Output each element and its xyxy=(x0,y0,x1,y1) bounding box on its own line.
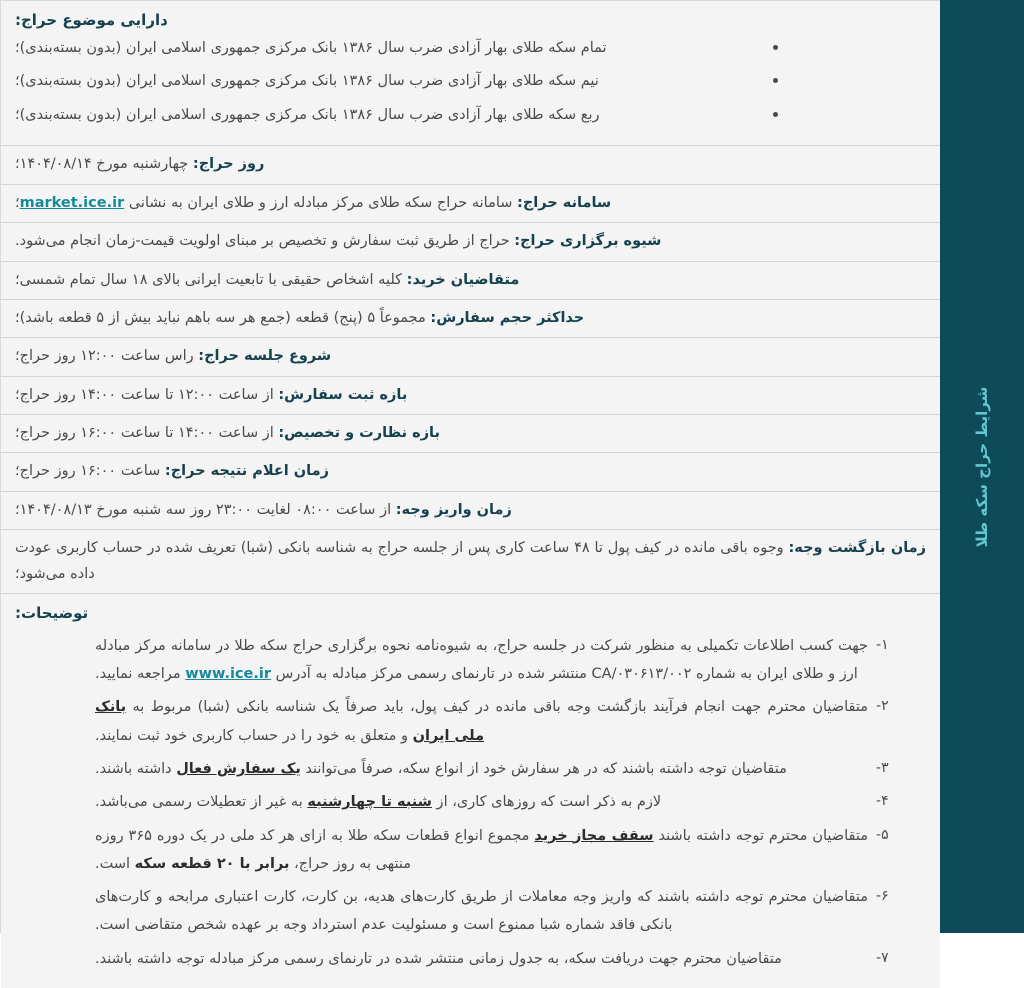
asset-list-item xyxy=(15,70,926,92)
note-number: ۴- xyxy=(876,793,889,810)
asset-list-item-label: نیم سکه طلای بهار آزادی ضرب سال ۱۳۸۶ بانک مرکزی جمهوری اسلامی ایران (بدون بسته‌بندی)؛ xyxy=(15,73,599,90)
ice-website-link[interactable]: www.ice.ir xyxy=(185,666,272,683)
note-text: متقاضیان محترم جهت انجام فرآیند بازگشت وجه باقی مانده در کیف پول، باید صرفاً یک شناسه بانکی (شبا) مربوط به xyxy=(126,699,868,716)
terms-row-value: از ساعت ۱۴:۰۰ تا ساعت ۱۶:۰۰ روز حراج؛ xyxy=(15,425,274,442)
asset-list-item xyxy=(15,37,926,59)
bullet-dot-icon xyxy=(773,112,778,117)
asset-title: دارایی موضوع حراج: xyxy=(15,11,168,29)
note-text: لازم به ذکر است که روزهای کاری، از xyxy=(431,794,662,811)
terms-row-value: حراج از طریق ثبت سفارش و تخصیص بر مبنای اولویت قیمت-زمان انجام می‌شود. xyxy=(15,233,510,250)
note-emphasis-plain: برابر با ۲۰ قطعه سکه xyxy=(134,855,290,872)
note-text: متقاضیان محترم جهت دریافت سکه، به جدول زمانی منتشر شده در تارنمای رسمی مرکز مبادله توجه داشته باشند. xyxy=(95,950,782,967)
note-text: مجموع انواع قطعات سکه طلا به ازای هر کد ملی در یک دوره ۳۶۵ روزه منتهی به روز حراج، xyxy=(95,827,535,872)
note-text: و متعلق به خود را در حساب کاربری خود ثبت نمایند. xyxy=(95,727,413,744)
note-text: مراجعه نمایید. xyxy=(95,666,186,683)
terms-row-value: مجموعاً ۵ (پنج) قطعه (جمع هر سه باهم نباید بیش از ۵ قطعه باشد)؛ xyxy=(15,309,426,326)
auction-system-link[interactable]: market.ice.ir xyxy=(19,194,125,211)
note-number: ۶- xyxy=(876,888,889,905)
side-band-label: شرایط حراج سکه طلا xyxy=(973,386,991,547)
note-text: است. xyxy=(95,855,135,872)
terms-row-value: از ساعت ۰۸:۰۰ لغایت ۲۳:۰۰ روز سه شنبه مورخ ۱۴۰۴/۰۸/۱۳؛ xyxy=(15,501,392,518)
terms-row xyxy=(1,262,940,300)
note-number: ۲- xyxy=(876,698,889,715)
terms-row-label: حداکثر حجم سفارش: xyxy=(430,309,585,326)
note-text: جهت کسب اطلاعات تکمیلی به منظور شرکت در جلسه حراج، به شیوه‌نامه نحوه برگزاری حراج سکه طلا در سامانه مرکز مبادله ارز و طلای ایران به شماره CA/۰۳۰۶۱۳/۰۰۲ منتشر شده در تارنمای رسمی مرکز مبادله به آدرس xyxy=(95,637,868,683)
terms-row-value: سامانه حراج سکه طلای مرکز مبادله ارز و طلای ایران به نشانی xyxy=(128,194,513,211)
terms-row xyxy=(1,377,940,415)
notes-section xyxy=(1,594,940,988)
terms-row xyxy=(1,146,940,184)
note-emphasis: یک سفارش فعال xyxy=(176,760,301,777)
terms-row-label: زمان بازگشت وجه: xyxy=(788,540,927,557)
asset-list-item-label: تمام سکه طلای بهار آزادی ضرب سال ۱۳۸۶ بانک مرکزی جمهوری اسلامی ایران (بدون بسته‌بندی)؛ xyxy=(15,40,607,56)
note-item xyxy=(15,945,926,973)
terms-row-value: وجوه باقی مانده در کیف پول تا ۴۸ ساعت کاری پس از جلسه حراج به شناسه بانکی (شبا) تعریف شده در حساب کاربری عودت داده می‌شود؛ xyxy=(15,540,784,582)
terms-row-label: متقاضیان خرید: xyxy=(406,271,520,288)
terms-row-label: بازه نظارت و تخصیص: xyxy=(278,425,440,442)
note-text: متقاضیان توجه داشته باشند که در هر سفارش خود از انواع سکه، صرفاً می‌توانند xyxy=(300,760,787,777)
note-text: داشته باشند. xyxy=(95,760,177,777)
bullet-dot-icon xyxy=(773,45,778,50)
terms-row xyxy=(1,223,940,261)
notes-title: توضیحات: xyxy=(15,603,89,622)
note-number: ۷- xyxy=(876,949,889,966)
terms-row-label: شروع جلسه حراج: xyxy=(198,348,332,365)
terms-row-line xyxy=(15,229,926,254)
terms-row-value: ساعت ۱۶:۰۰ روز حراج؛ xyxy=(15,463,161,480)
note-text: به غیر از تعطیلات رسمی می‌باشد. xyxy=(95,794,308,811)
asset-list-item-label: ربع سکه طلای بهار آزادی ضرب سال ۱۳۸۶ بانک مرکزی جمهوری اسلامی ایران (بدون بسته‌بندی)؛ xyxy=(15,106,600,123)
terms-row-value-suffix: ؛ xyxy=(15,194,20,211)
terms-row-label: زمان واریز وجه: xyxy=(395,501,512,518)
note-number: ۳- xyxy=(876,759,889,776)
note-number: ۵- xyxy=(876,826,889,843)
side-band xyxy=(940,0,1024,933)
terms-row-value: از ساعت ۱۲:۰۰ تا ساعت ۱۴:۰۰ روز حراج؛ xyxy=(15,386,274,403)
note-item xyxy=(15,788,926,816)
terms-row-line xyxy=(15,536,926,587)
note-item xyxy=(15,822,926,879)
note-emphasis: سقف مجاز خرید xyxy=(534,827,654,844)
terms-row-value: کلیه اشخاص حقیقی با تابعیت ایرانی بالای ۱۸ سال تمام شمسی؛ xyxy=(15,271,403,288)
note-emphasis: شنبه تا چهارشنبه xyxy=(307,794,432,811)
note-emphasis: بانک ملی ایران xyxy=(95,699,485,744)
terms-row xyxy=(1,300,940,338)
terms-row-line xyxy=(15,191,926,216)
terms-row-line xyxy=(15,268,926,293)
terms-row xyxy=(1,415,940,453)
terms-row-label: شیوه برگزاری حراج: xyxy=(514,233,662,250)
terms-row-line xyxy=(15,383,926,408)
terms-row-line xyxy=(15,498,926,523)
terms-row-line xyxy=(15,459,926,484)
terms-row xyxy=(1,530,940,594)
terms-row-label: بازه ثبت سفارش: xyxy=(278,386,408,403)
terms-row-label: روز حراج: xyxy=(192,156,265,173)
asset-list xyxy=(15,37,926,126)
terms-row-value: چهارشنبه مورخ ۱۴۰۴/۰۸/۱۴؛ xyxy=(15,156,189,173)
terms-row xyxy=(1,453,940,491)
terms-row xyxy=(1,338,940,376)
notes-list xyxy=(15,632,926,973)
terms-row-line xyxy=(15,152,926,177)
rows-container xyxy=(1,146,940,594)
asset-list-item xyxy=(15,104,926,126)
terms-row xyxy=(1,492,940,530)
note-item xyxy=(15,755,926,783)
note-item xyxy=(15,632,926,689)
terms-row-line xyxy=(15,421,926,446)
asset-block xyxy=(1,1,940,146)
terms-row-label: زمان اعلام نتیجه حراج: xyxy=(164,463,329,480)
terms-row-line xyxy=(15,306,926,331)
note-item xyxy=(15,883,926,940)
terms-row-line xyxy=(15,344,926,369)
terms-row-value: راس ساعت ۱۲:۰۰ روز حراج؛ xyxy=(15,348,194,365)
note-number: ۱- xyxy=(876,636,889,653)
terms-row xyxy=(1,185,940,223)
note-text: متقاضیان محترم توجه داشته باشند که واریز وجه معاملات از طریق کارت‌های هدیه، بن کارت، کارت اعتباری مرابحه و کارت‌های بانکی فاقد شماره شبا ممنوع است و مسئولیت عدم استرداد وجه بر عهده شخص متقاضی است. xyxy=(95,889,868,934)
terms-row-label: سامانه حراج: xyxy=(517,194,612,211)
note-item xyxy=(15,693,926,750)
note-text: متقاضیان محترم توجه داشته باشند xyxy=(653,827,868,844)
